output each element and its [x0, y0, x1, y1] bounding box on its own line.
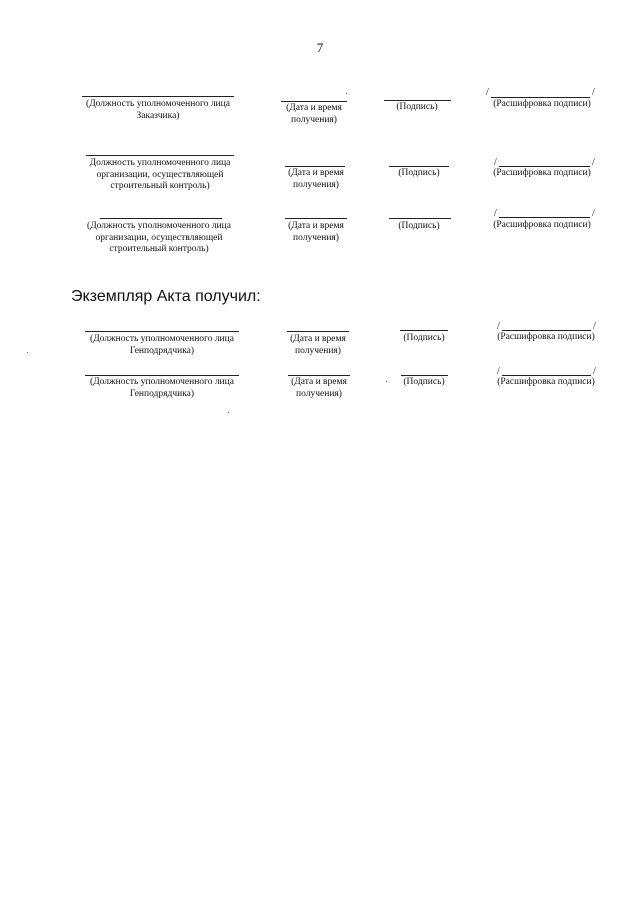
decoding-slash-right: /: [593, 321, 596, 332]
date-caption: [268, 334, 368, 357]
position-caption-line: Генподрядчика): [129, 388, 195, 399]
decoding-slash-left: /: [497, 366, 500, 377]
scan-speck: [27, 352, 28, 353]
position-signature-line: [85, 331, 239, 332]
position-signature-line: [82, 96, 234, 97]
position-caption-line: организации, осуществляющей: [95, 232, 223, 243]
date-signature-line: [285, 166, 345, 167]
signature-caption: (Подпись): [403, 377, 445, 387]
position-caption-line: Генподрядчика): [129, 345, 195, 356]
decoding-slash-right: /: [593, 366, 596, 377]
date-caption-line: (Дата и время: [286, 103, 342, 113]
date-signature-line: [285, 218, 347, 219]
date-caption: [266, 221, 366, 244]
decoding-slash-left: /: [497, 321, 500, 332]
position-caption: [69, 221, 249, 256]
decoding-slash-right: /: [592, 208, 595, 219]
decoding-caption: (Расшифровка подписи): [497, 332, 595, 342]
date-caption-line: получения): [291, 114, 337, 125]
date-caption-line: (Дата и время: [288, 168, 344, 178]
scan-speck: [386, 381, 387, 382]
date-signature-line: [281, 101, 347, 102]
position-caption-line: Заказчика): [136, 110, 180, 121]
decoding-slash-left: /: [494, 208, 497, 219]
decoding-slash-left: /: [486, 87, 489, 98]
decoding-caption: (Расшифровка подписи): [497, 377, 595, 387]
date-caption-line: (Дата и время: [291, 377, 347, 387]
signature-line: [384, 100, 451, 101]
date-signature-line: [287, 331, 349, 332]
position-caption-line: (Должность уполномоченного лица: [87, 221, 231, 231]
position-caption: [72, 377, 252, 400]
position-caption: [68, 99, 248, 122]
decoding-line: [502, 375, 591, 376]
date-caption: [266, 168, 366, 191]
decoding-slash-right: /: [592, 87, 595, 98]
signature-caption: (Подпись): [398, 168, 440, 178]
decoding-line: [491, 97, 590, 98]
signature-line: [389, 218, 451, 219]
signature-caption: (Подпись): [396, 102, 438, 112]
position-caption-line: строительный контроль): [110, 181, 210, 191]
decoding-slash-right: /: [592, 157, 595, 168]
section-heading: Экземпляр Акта получил:: [71, 288, 261, 305]
position-caption-line: организации, осуществляющей: [96, 169, 224, 180]
signature-line: [389, 166, 449, 167]
position-signature-line: [86, 155, 234, 156]
decoding-slash-left: /: [494, 157, 497, 168]
position-caption: [72, 334, 252, 357]
decoding-caption: (Расшифровка подписи): [493, 168, 591, 178]
position-caption-line: (Должность уполномоченного лица: [90, 377, 234, 387]
position-caption: [70, 158, 250, 193]
date-caption: [269, 377, 369, 400]
decoding-line: [499, 166, 590, 167]
date-caption-line: получения): [296, 388, 342, 399]
position-caption-line: (Должность уполномоченного лица: [90, 334, 234, 344]
signature-caption: (Подпись): [403, 333, 445, 343]
position-signature-line: [85, 375, 239, 376]
decoding-line: [499, 217, 590, 218]
date-caption: [264, 103, 364, 126]
date-caption-line: получения): [295, 345, 341, 356]
position-caption-line: (Должность уполномоченного лица: [86, 99, 230, 109]
date-caption-line: (Дата и время: [288, 221, 344, 231]
position-signature-line: [100, 218, 222, 219]
decoding-caption: (Расшифровка подписи): [493, 99, 591, 109]
position-caption-line: Должность уполномоченного лица: [89, 158, 231, 168]
decoding-line: [502, 330, 591, 331]
date-caption-line: получения): [293, 232, 339, 243]
scan-speck: [228, 412, 229, 413]
signature-caption: (Подпись): [398, 221, 440, 231]
page-number: 7: [316, 40, 324, 55]
decoding-caption: (Расшифровка подписи): [493, 220, 591, 230]
position-caption-line: строительный контроль): [109, 244, 209, 254]
scan-speck: [346, 93, 347, 94]
signature-line: [400, 330, 448, 331]
signature-line: [401, 375, 448, 376]
date-signature-line: [288, 375, 350, 376]
date-caption-line: получения): [293, 179, 339, 190]
date-caption-line: (Дата и время: [290, 334, 346, 344]
